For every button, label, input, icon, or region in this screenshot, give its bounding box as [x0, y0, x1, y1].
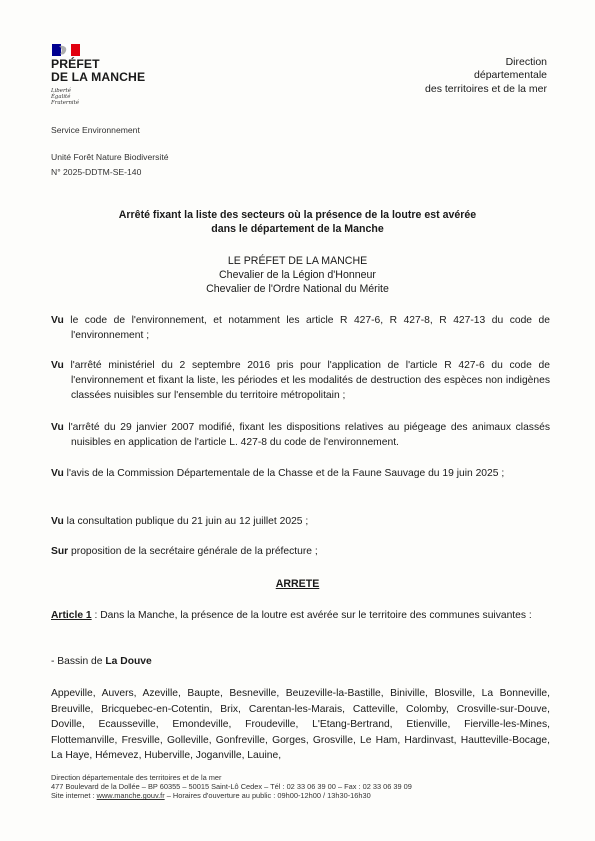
- title-line1: Arrêté fixant la liste des secteurs où la présence de la loutre est avérée: [118, 209, 477, 221]
- footer-site-line: [51, 791, 412, 800]
- footer-site-prefix: Site internet :: [51, 791, 97, 801]
- article-1: [51, 608, 550, 623]
- bassin-prefix: - Bassin de: [51, 656, 106, 667]
- footer-hours: – Horaires d'ouverture au public : 09h00-12h00 / 13h30-16h30: [164, 791, 371, 801]
- visa-keyword: Vu: [51, 422, 64, 433]
- motto-fraternite: Fraternité: [51, 100, 80, 107]
- visa-text: la consultation publique du 21 juin au 12 juillet 2025 ;: [66, 516, 309, 527]
- visa-keyword: Vu: [51, 468, 64, 479]
- visa-paragraph: [51, 514, 550, 529]
- footer-line1: Direction départementale des territoires et de la mer: [51, 773, 222, 782]
- article-text: : Dans la Manche, la présence de la loutre est avérée sur le territoire des communes suivantes :: [91, 610, 532, 621]
- motto-egalite: Égalité: [51, 94, 71, 101]
- visa-keyword: Vu: [51, 360, 64, 371]
- website-link[interactable]: www.manche.gouv.fr: [96, 791, 165, 801]
- direction-line1: Direction: [505, 56, 547, 68]
- communes-list: Appeville, Auvers, Azeville, Baupte, Besneville, Beuzeville-la-Bastille, Biniville, Blosville, La Bonneville, Breuville, Bricquebec-en-Cotentin, Brix, Carentan-les-Marais, Catteville, Colomby, Crosville-sur-Douve, Doville, Ecausseville, Emondeville, Froudeville, L'Etang-Bertrand, Etienville, Fierville-les-Mines, Flottemanville, Fresville, Golleville, Gonfreville, Gorges, Grosville, Le Ham, Hardinvast, Hautteville-Bocage, La Haye, Hémevez, Huberville, Joganville, Lauine,: [51, 688, 550, 762]
- visa-paragraph: [51, 544, 550, 559]
- visa-paragraph: [51, 358, 550, 403]
- marianne-logo-icon: [52, 44, 80, 56]
- visa-keyword: Vu: [51, 516, 64, 527]
- prefet-line1: PRÉFET: [51, 57, 100, 71]
- prefet-honor2: Chevalier de l'Ordre National du Mérite: [206, 283, 389, 295]
- page-footer: [51, 773, 412, 801]
- visa-keyword: Vu: [51, 315, 64, 326]
- unite-label: Unité Forêt Nature Biodiversité: [51, 152, 169, 162]
- prefet-title: LE PRÉFET DE LA MANCHE: [227, 255, 368, 267]
- prefet-line2: DE LA MANCHE: [51, 70, 146, 84]
- direction-line2: départementale: [474, 69, 547, 82]
- service-label: Service Environnement: [51, 125, 140, 135]
- visa-text: proposition de la secrétaire générale de la préfecture ;: [71, 546, 318, 557]
- article-label: Article 1: [51, 610, 92, 621]
- footer-address: 477 Boulevard de la Dollée – BP 60355 – 50015 Saint-Lô Cedex – Tél : 02 33 06 39 00 – Fax : 02 33 06 39 09: [51, 782, 412, 792]
- title-line2: dans le département de la Manche: [211, 223, 384, 235]
- motto-liberte: Liberté: [51, 88, 71, 94]
- republic-motto: [51, 88, 79, 107]
- bassin-heading: [51, 655, 152, 669]
- visa-text: l'arrêté ministériel du 2 septembre 2016 pris pour l'application de l'article R 427-6 du code de l'environnement et fixant la liste, les périodes et les modalités de destruction des espèces non indigènes classées nuisibles sur l'ensemble du territoire métropolitain ;: [70, 360, 550, 401]
- document-title: [0, 208, 595, 236]
- visa-keyword: Sur: [51, 546, 69, 557]
- visa-paragraph: [51, 466, 550, 481]
- prefet-logotype: [51, 58, 145, 84]
- arrete-heading: ARRETE: [275, 578, 320, 590]
- decree-number: N° 2025-DDTM-SE-140: [51, 167, 142, 177]
- visa-paragraph: [51, 420, 550, 450]
- visa-paragraph: [51, 313, 550, 343]
- prefet-honor1: Chevalier de la Légion d'Honneur: [219, 269, 376, 281]
- prefet-block: [0, 254, 595, 296]
- visa-text: l'arrêté du 29 janvier 2007 modifié, fixant les dispositions relatives au piégeage des animaux classés nuisibles en application de l'article L. 427-8 du code de l'environnement.: [68, 422, 550, 448]
- visa-text: le code de l'environnement, et notamment les article R 427-6, R 427-8, R 427-13 du code de l'environnement ;: [70, 315, 550, 341]
- direction-header: [425, 56, 547, 96]
- direction-line3: des territoires et de la mer: [425, 82, 547, 95]
- visa-text: l'avis de la Commission Départementale de la Chasse et de la Faune Sauvage du 19 juin 2025 ;: [66, 468, 505, 479]
- bassin-name: La Douve: [105, 656, 152, 667]
